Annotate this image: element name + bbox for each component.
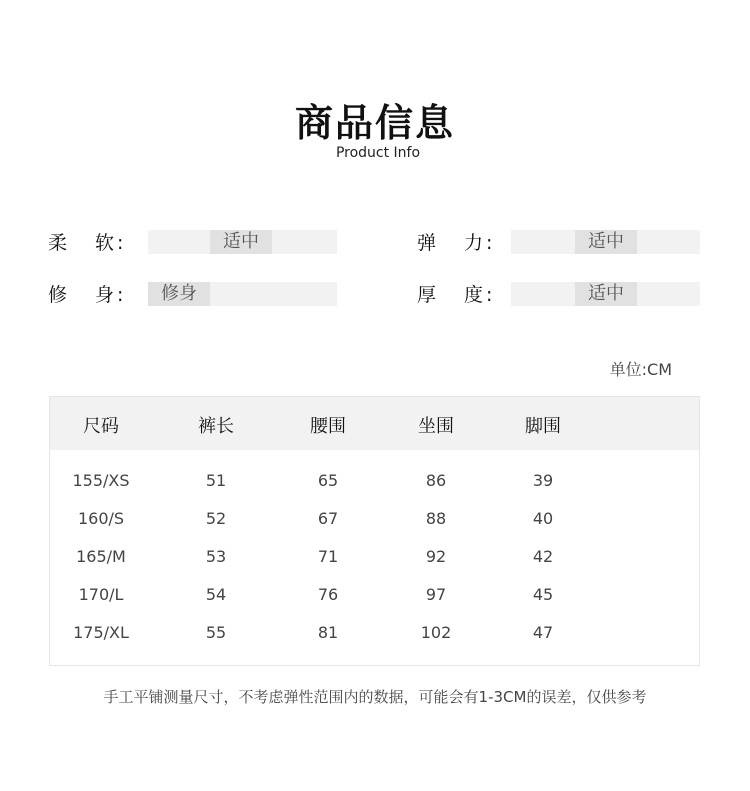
attr-label-char: 弹	[417, 232, 437, 254]
table-header-cell: 脚围	[525, 416, 561, 437]
table-cell: 81	[317, 623, 339, 642]
table-cell: 67	[317, 509, 339, 528]
table-cell: 102	[420, 623, 452, 642]
page-subtitle: Product Info	[335, 145, 421, 161]
table-header-cell: 裤长	[198, 416, 234, 437]
table-cell: 51	[205, 471, 227, 490]
attr-label-char: 力	[464, 232, 484, 254]
measurement-note: 手工平铺测量尺寸，不考虑弹性范围内的数据，可能会有1-3CM的误差，仅供参考	[103, 688, 647, 706]
attr-label-colon: :	[486, 284, 493, 306]
attr-scale-softness	[148, 230, 337, 254]
table-cell: 97	[425, 585, 447, 604]
table-cell: 54	[205, 585, 227, 604]
table-cell: 71	[317, 547, 339, 566]
size-table	[49, 396, 700, 666]
attr-label-colon: :	[117, 232, 124, 254]
attr-label-colon: :	[486, 232, 493, 254]
table-header-cell: 坐围	[418, 416, 454, 437]
attr-value-elasticity: 适中	[575, 230, 637, 254]
table-cell: 88	[425, 509, 447, 528]
table-header-cell: 尺码	[83, 416, 119, 437]
table-cell: 39	[532, 471, 554, 490]
page-title: 商品信息	[294, 101, 455, 145]
attr-value-thickness: 适中	[575, 282, 637, 306]
table-cell: 160/S	[77, 509, 125, 528]
attr-value-fit: 修身	[148, 282, 210, 306]
table-cell: 42	[532, 547, 554, 566]
table-header-cell: 腰围	[310, 416, 346, 437]
table-cell: 47	[532, 623, 554, 642]
table-cell: 175/XL	[73, 623, 129, 642]
attr-scale-elasticity	[511, 230, 700, 254]
attr-label-char: 修	[48, 284, 68, 306]
attr-scale-thickness	[511, 282, 700, 306]
table-cell: 170/L	[78, 585, 124, 604]
unit-label: 单位:CM	[609, 360, 672, 379]
table-cell: 76	[317, 585, 339, 604]
table-cell: 165/M	[76, 547, 126, 566]
attr-label-char: 度	[464, 284, 484, 306]
table-header-row	[50, 397, 699, 450]
attr-label-char: 身	[95, 284, 115, 306]
table-cell: 86	[425, 471, 447, 490]
attr-label-char: 软	[95, 232, 115, 254]
attr-label-colon: :	[117, 284, 124, 306]
table-cell: 92	[425, 547, 447, 566]
table-cell: 52	[205, 509, 227, 528]
table-cell: 55	[205, 623, 227, 642]
table-cell: 155/XS	[72, 471, 130, 490]
table-cell: 45	[532, 585, 554, 604]
attr-value-softness: 适中	[210, 230, 272, 254]
attr-scale-fit	[148, 282, 337, 306]
attr-label-char: 柔	[48, 232, 68, 254]
table-cell: 65	[317, 471, 339, 490]
table-cell: 53	[205, 547, 227, 566]
attr-label-char: 厚	[417, 284, 437, 306]
table-cell: 40	[532, 509, 554, 528]
